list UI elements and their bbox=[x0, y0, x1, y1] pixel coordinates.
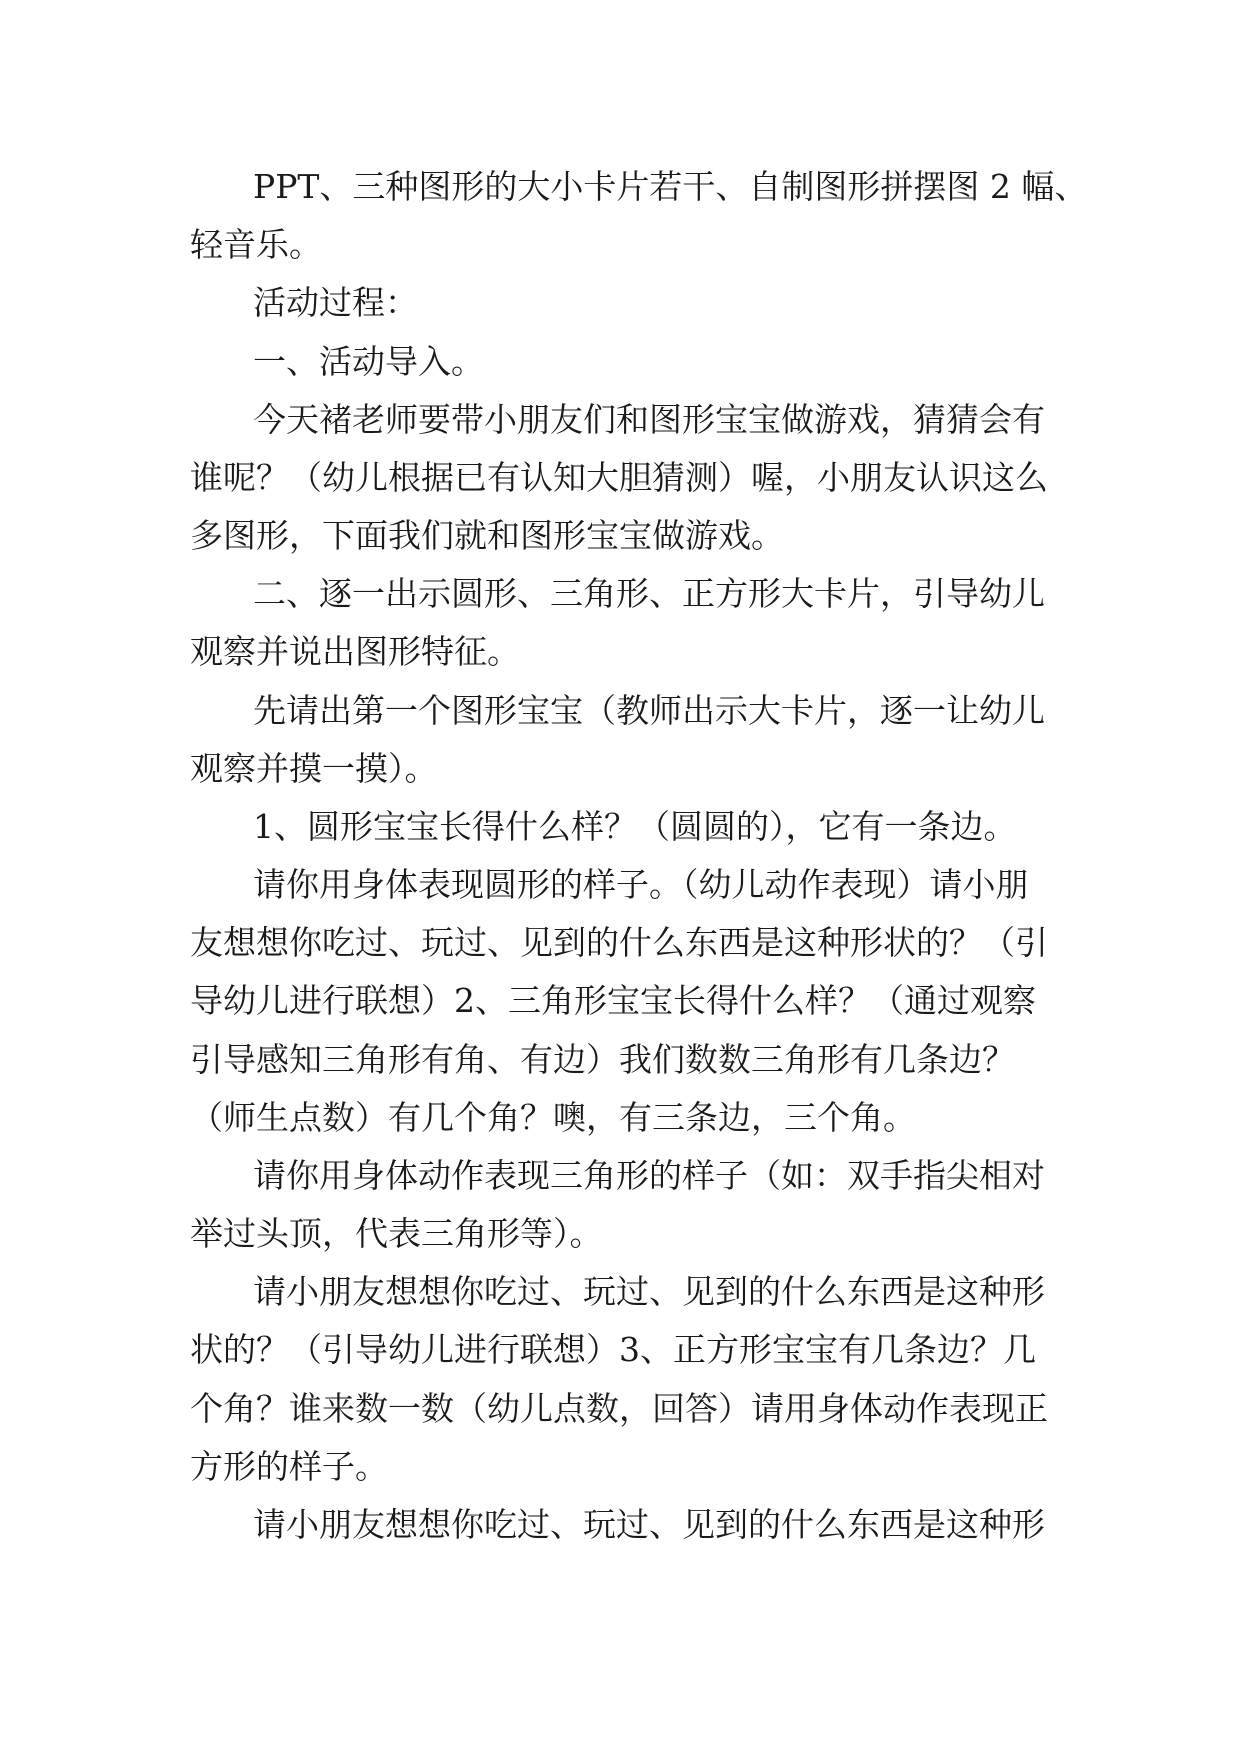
text-line: 请你用身体表现圆形的样子。（幼儿动作表现）请小朋 bbox=[253, 865, 1029, 904]
text-line: 请小朋友想想你吃过、玩过、见到的什么东西是这种形 bbox=[253, 1505, 1045, 1544]
text-line: 观察并摸一摸）。 bbox=[190, 749, 438, 788]
text-line: PPT、三种图形的大小卡片若干、自制图形拼摆图 2 幅、 bbox=[253, 167, 1088, 206]
text-line: 引导感知三角形有角、有边）我们数数三角形有几条边？ bbox=[190, 1040, 1015, 1079]
text-line: 轻音乐。 bbox=[190, 225, 322, 264]
text-line: 谁呢？（幼儿根据已有认知大胆猜测）喔，小朋友认识这么 bbox=[190, 458, 1048, 497]
text-line: 活动过程： bbox=[253, 283, 418, 322]
text-line: 观察并说出图形特征。 bbox=[190, 632, 520, 671]
text-line: 今天褚老师要带小朋友们和图形宝宝做游戏，猜猜会有 bbox=[253, 400, 1045, 439]
text-line: 导幼儿进行联想）2、三角形宝宝长得什么样？（通过观察 bbox=[190, 981, 1036, 1020]
text-line: 多图形，下面我们就和图形宝宝做游戏。 bbox=[190, 516, 784, 555]
text-line: 请你用身体动作表现三角形的样子（如：双手指尖相对 bbox=[253, 1156, 1045, 1195]
text-line: 状的？（引导幼儿进行联想）3、正方形宝宝有几条边？几 bbox=[190, 1330, 1036, 1369]
text-line: 二、逐一出示圆形、三角形、正方形大卡片，引导幼儿 bbox=[253, 574, 1045, 613]
text-line: 一、活动导入。 bbox=[253, 342, 484, 381]
text-line: 请小朋友想想你吃过、玩过、见到的什么东西是这种形 bbox=[253, 1272, 1045, 1311]
text-line: （师生点数）有几个角？噢，有三条边，三个角。 bbox=[190, 1098, 916, 1137]
text-line: 先请出第一个图形宝宝（教师出示大卡片，逐一让幼儿 bbox=[253, 691, 1045, 730]
text-line: 举过头顶，代表三角形等）。 bbox=[190, 1214, 603, 1253]
text-line: 1、圆形宝宝长得什么样？（圆圆的），它有一条边。 bbox=[253, 807, 1017, 846]
text-line: 方形的样子。 bbox=[190, 1447, 388, 1486]
text-line: 友想想你吃过、玩过、见到的什么东西是这种形状的？（引 bbox=[190, 923, 1048, 962]
text-line: 个角？谁来数一数（幼儿点数，回答）请用身体动作表现正 bbox=[190, 1389, 1048, 1428]
